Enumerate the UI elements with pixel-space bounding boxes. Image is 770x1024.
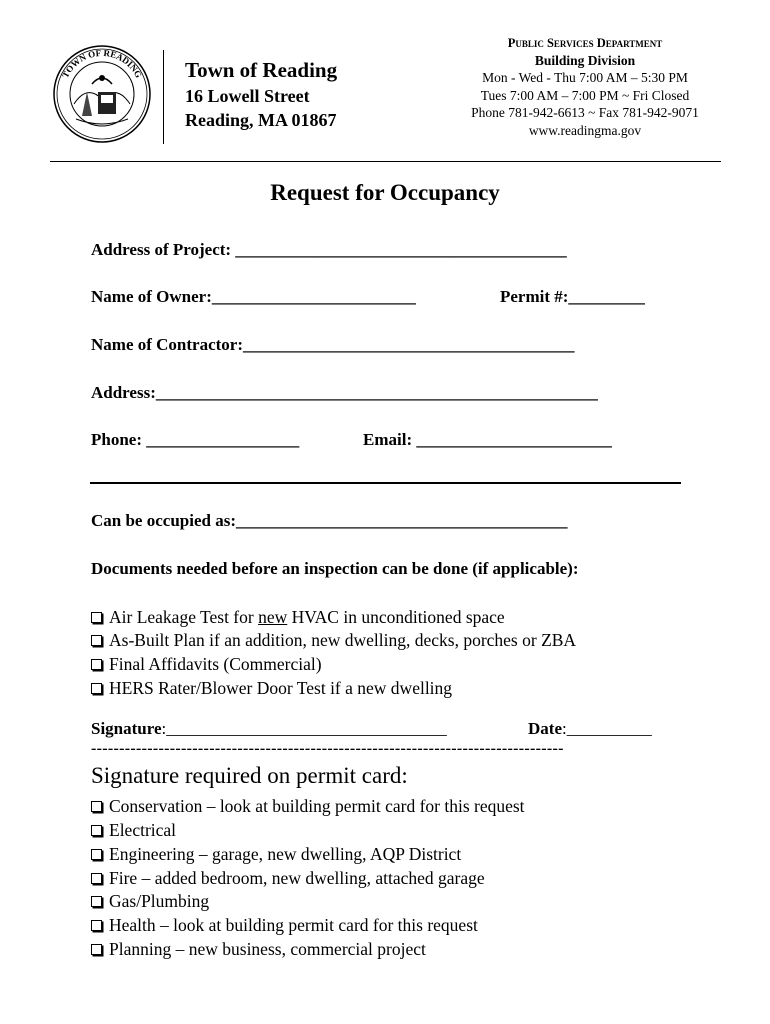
checkbox-item-conservation[interactable]: Conservation – look at building permit card for this request (91, 796, 525, 817)
dashed-separator: ------------------------------------------------------------------------------------ (91, 740, 564, 757)
date-label: Date (528, 719, 562, 738)
can-be-occupied-as-field[interactable]: Can be occupied as:_______________________________________ (91, 511, 568, 530)
hours-line-1: Mon - Wed - Thu 7:00 AM – 5:30 PM (482, 70, 688, 85)
svg-text:TOWN OF READING: TOWN OF READING (60, 47, 144, 80)
address-field[interactable]: Address:____________________________________________________ (91, 383, 598, 402)
checkbox-item-hers-rater[interactable]: HERS Rater/Blower Door Test if a new dwelling (91, 678, 452, 699)
header-divider (163, 50, 164, 144)
checkbox-icon[interactable] (91, 659, 102, 670)
checkbox-item-final-affidavits[interactable]: Final Affidavits (Commercial) (91, 654, 322, 675)
checkbox-item-air-leakage[interactable]: Air Leakage Test for new HVAC in unconditioned space (91, 607, 505, 628)
hours-line-2: Tues 7:00 AM – 7:00 PM ~ Fri Closed (480, 88, 690, 103)
checkbox-icon[interactable] (91, 920, 102, 931)
signature-label: Signature (91, 719, 162, 738)
town-seal-logo (52, 44, 152, 144)
checkbox-icon[interactable] (91, 635, 102, 646)
town-street: 16 Lowell Street (185, 86, 310, 106)
permit-number-field[interactable]: Permit #:_________ (500, 287, 645, 306)
permit-card-heading: Signature required on permit card: (91, 763, 408, 788)
department-name: Public Services Department (507, 36, 663, 50)
page-title: Request for Occupancy (270, 180, 500, 205)
checkbox-icon[interactable] (91, 873, 102, 884)
checkbox-icon[interactable] (91, 849, 102, 860)
signature-field[interactable]: Signature:_________________________________ (91, 719, 447, 738)
phone-fax: Phone 781-942-6613 ~ Fax 781-942-9071 (471, 105, 699, 120)
checkbox-item-engineering[interactable]: Engineering – garage, new dwelling, AQP District (91, 844, 461, 865)
address-of-project-field[interactable]: Address of Project: _______________________________________ (91, 240, 567, 259)
checkbox-icon[interactable] (91, 825, 102, 836)
website: www.readingma.gov (528, 123, 642, 138)
checkbox-icon[interactable] (91, 612, 102, 623)
checkbox-item-health[interactable]: Health – look at building permit card for this request (91, 915, 478, 936)
checkbox-icon[interactable] (91, 683, 102, 694)
checkbox-item-planning[interactable]: Planning – new business, commercial project (91, 939, 426, 960)
checkbox-item-as-built-plan[interactable]: As-Built Plan if an addition, new dwelling, decks, porches or ZBA (91, 630, 576, 651)
name-of-owner-field[interactable]: Name of Owner:________________________ (91, 287, 416, 306)
town-name: Town of Reading (185, 58, 338, 82)
checkbox-icon[interactable] (91, 896, 102, 907)
name-of-contractor-field[interactable]: Name of Contractor:_______________________________________ (91, 335, 575, 354)
checkbox-icon[interactable] (91, 944, 102, 955)
email-field[interactable]: Email: _______________________ (363, 430, 612, 449)
checkbox-item-fire[interactable]: Fire – added bedroom, new dwelling, attached garage (91, 868, 485, 889)
header-rule (50, 161, 721, 162)
phone-field[interactable]: Phone: __________________ (91, 430, 300, 449)
documents-heading: Documents needed before an inspection can be done (if applicable): (91, 559, 579, 578)
section-separator (90, 482, 681, 484)
checkbox-item-electrical[interactable]: Electrical (91, 820, 176, 841)
checkbox-icon[interactable] (91, 801, 102, 812)
division-name: Building Division (534, 53, 636, 68)
checkbox-item-gas-plumbing[interactable]: Gas/Plumbing (91, 891, 209, 912)
date-field[interactable]: Date:__________ (528, 719, 652, 738)
town-city: Reading, MA 01867 (185, 110, 337, 130)
